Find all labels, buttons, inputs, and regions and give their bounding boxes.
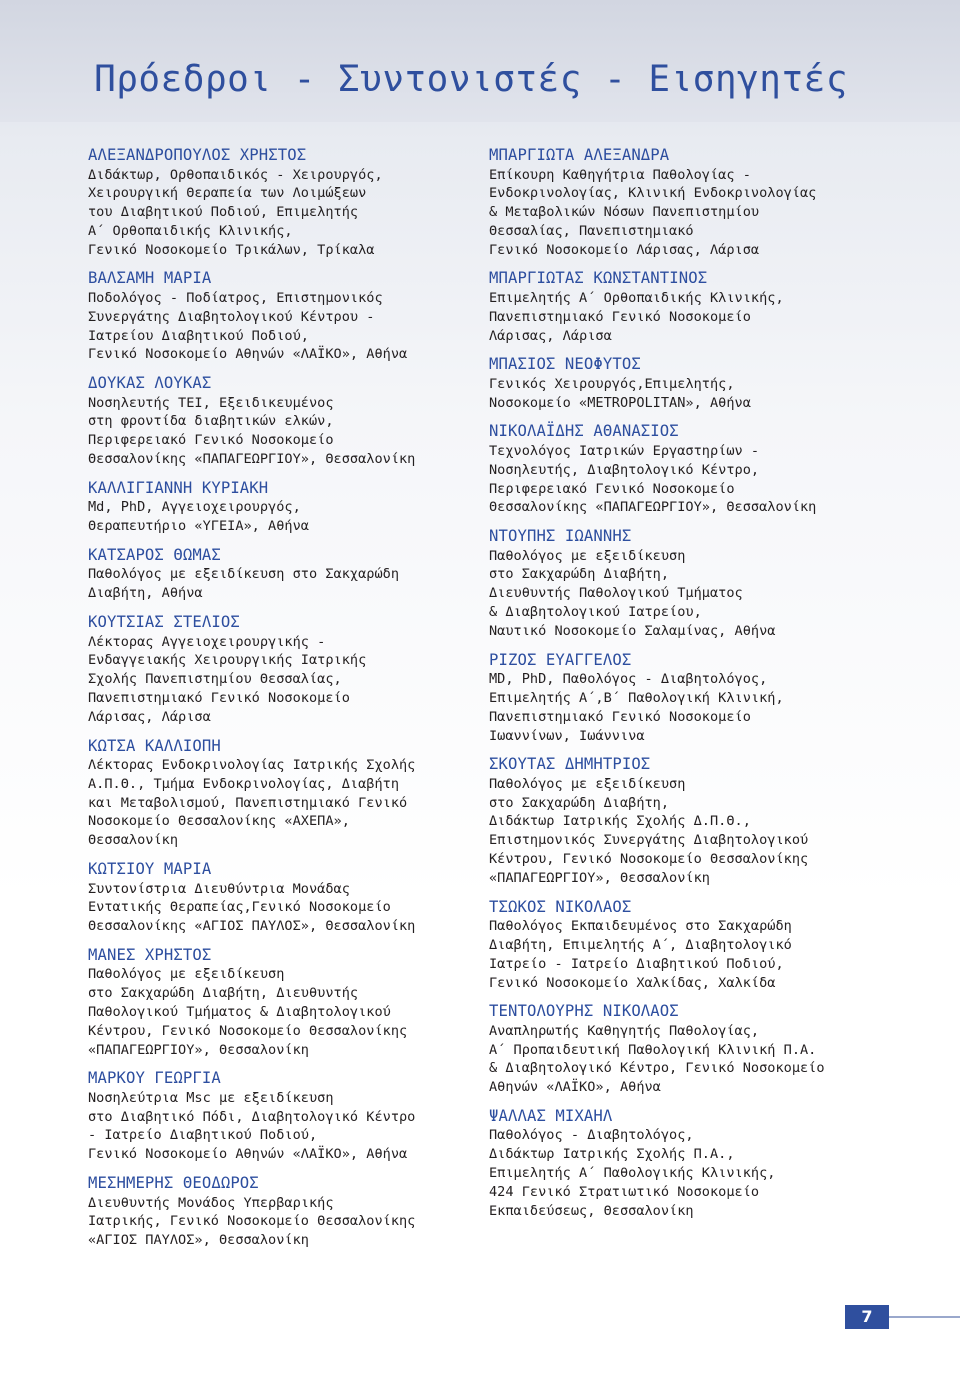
speaker-affiliation-line: Ενδαγγειακής Χειρουργικής Ιατρικής — [88, 652, 367, 669]
speaker-entry — [88, 737, 488, 850]
speaker-name: ΜΠΑΡΓΙΩΤΑ ΑΛΕΞΑΝΔΡΑ — [489, 146, 670, 164]
speaker-affiliation-line: Λάρισας, Λάρισα — [489, 327, 612, 344]
speaker-affiliation-line: Γενικός Χειρουργός,Επιμελητής, — [489, 375, 735, 392]
speaker-affiliation-line: στο Σακχαρώδη Διαβήτη, — [489, 794, 670, 811]
speaker-affiliation-line: Επιμελητής Α΄ Παθολογικής Κλινικής, — [489, 1165, 776, 1182]
speaker-affiliation-line: Θεσσαλονίκης «ΠΑΠΑΓΕΩΡΓΙΟΥ», Θεσσαλονίκη — [88, 451, 416, 468]
speaker-affiliation-line: Πανεπιστημιακό Γενικό Νοσοκομείο — [88, 689, 350, 706]
speaker-affiliation-line: Νοσηλευτής, Διαβητολογικό Κέντρο, — [489, 461, 760, 478]
speaker-affiliation-line: 424 Γενικό Στρατιωτικό Νοσοκομείο — [489, 1183, 760, 1200]
speaker-affiliation-line: «ΠΑΠΑΓΕΩΡΓΙΟΥ», Θεσσαλονίκη — [489, 869, 710, 886]
speaker-entry — [88, 479, 488, 536]
speaker-affiliation-line: στο Σακχαρώδη Διαβήτη, Διευθυντής — [88, 985, 359, 1002]
speaker-affiliation-line: Γενικό Νοσοκομείο Αθηνών «ΛΑΪΚΟ», Αθήνα — [88, 1146, 408, 1163]
speaker-affiliation-line: Γενικό Νοσοκομείο Τρικάλων, Τρίκαλα — [88, 241, 375, 258]
speaker-affiliation-line: Νοσηλεύτρια Msc με εξειδίκευση — [88, 1089, 334, 1106]
speaker-affiliation-line: Συνεργάτης Διαβητολογικού Κέντρου - — [88, 308, 375, 325]
speaker-name: ΚΩΤΣΙΟΥ ΜΑΡΙΑ — [88, 860, 212, 879]
speaker-affiliation-line: Διδάκτωρ Ιατρικής Σχολής Π.Α., — [489, 1146, 735, 1163]
speaker-affiliation-line: Ναυτικό Νοσοκομείο Σαλαμίνας, Αθήνα — [489, 622, 776, 639]
speaker-entry — [489, 146, 909, 259]
speaker-affiliation-line: Αναπληρωτής Καθηγητής Παθολογίας, — [489, 1022, 760, 1039]
speaker-entry — [88, 1174, 488, 1250]
speaker-affiliation-line: Γενικό Νοσοκομείο Λάρισας, Λάρισα — [489, 241, 760, 258]
speaker-affiliation-line: Νοσηλευτής ΤΕΙ, Εξειδικευμένος — [88, 394, 334, 411]
speaker-affiliation-line: Ιατρείου Διαβητικού Ποδιού, — [88, 327, 309, 344]
speaker-affiliation-line: Ιατρικής, Γενικό Νοσοκομείο Θεσσαλονίκης — [88, 1213, 416, 1230]
speaker-name: ΑΛΕΞΑΝΔΡΟΠΟΥΛΟΣ ΧΡΗΣΤΟΣ — [88, 146, 307, 164]
speaker-affiliation-line: Αθηνών «ΛΑΪΚΟ», Αθήνα — [489, 1079, 661, 1096]
speaker-entry — [489, 651, 909, 746]
speaker-entry — [489, 422, 909, 517]
speaker-affiliation-line: Διδάκτωρ Ιατρικής Σχολής Δ.Π.Θ., — [489, 813, 751, 830]
speaker-affiliation-line: στη φροντίδα διαβητικών ελκών, — [88, 413, 334, 430]
speaker-affiliation-line: MD, PhD, Παθολόγος - Διαβητολόγος, — [489, 671, 768, 688]
speaker-affiliation-line: Θεραπευτήριο «ΥΓΕΙΑ», Αθήνα — [88, 518, 309, 535]
speaker-affiliation-line: Παθολόγος - Διαβητολόγος, — [489, 1127, 694, 1144]
speaker-affiliation-line: Παθολόγος με εξειδίκευση στο Σακχαρώδη — [88, 566, 399, 583]
speaker-affiliation-line: Γενικό Νοσοκομείο Αθηνών «ΛΑΪΚΟ», Αθήνα — [88, 346, 408, 363]
left-column — [88, 146, 488, 1260]
speaker-affiliation-line: Γενικό Νοσοκομείο Χαλκίδας, Χαλκίδα — [489, 974, 776, 991]
right-column — [489, 146, 909, 1230]
speaker-name: ΜΑΡΚΟΥ ΓΕΩΡΓΙΑ — [88, 1069, 221, 1088]
speaker-entry — [489, 1107, 909, 1220]
speaker-entry — [88, 860, 488, 936]
speaker-name: ΚΑΤΣΑΡΟΣ ΘΩΜΑΣ — [88, 545, 221, 564]
speaker-affiliation-line: Σχολής Πανεπιστημίου Θεσσαλίας, — [88, 671, 342, 688]
speaker-affiliation-line: Ιωαννίνων, Ιωάννινα — [489, 727, 645, 744]
speaker-entry — [489, 898, 909, 993]
speaker-entry — [88, 269, 488, 364]
speaker-affiliation-line: «ΠΑΠΑΓΕΩΡΓΙΟΥ», Θεσσαλονίκη — [88, 1041, 309, 1058]
speaker-name: ΣΚΟΥΤΑΣ ΔΗΜΗΤΡΙΟΣ — [489, 755, 651, 774]
speaker-affiliation-line: Παθολόγος με εξειδίκευση — [489, 547, 686, 564]
speaker-name: ΨΑΛΛΑΣ ΜΙΧΑΗΛ — [489, 1106, 613, 1125]
speaker-affiliation-line: Εκπαιδεύσεως, Θεσσαλονίκη — [489, 1202, 694, 1219]
speaker-entry — [88, 1069, 488, 1164]
speaker-affiliation-line: Πανεπιστημιακό Γενικό Νοσοκομείο — [489, 708, 751, 725]
speaker-affiliation-line: & Διαβητολογικό Κέντρο, Γενικό Νοσοκομείο — [489, 1060, 825, 1077]
speaker-affiliation-line: Θεσσαλονίκη — [88, 832, 179, 849]
speaker-affiliation-line: & Μεταβολικών Νόσων Πανεπιστημίου — [489, 204, 760, 221]
page-title: Πρόεδροι - Συντονιστές - Εισηγητές — [94, 59, 848, 100]
speaker-affiliation-line: Περιφερειακό Γενικό Νοσοκομείο — [489, 480, 735, 497]
speaker-affiliation-line: Χειρουργική Θεραπεία των Λοιμώξεων — [88, 185, 367, 202]
speaker-name: ΒΑΛΣΑΜΗ ΜΑΡΙΑ — [88, 269, 212, 288]
speaker-name: ΝΤΟΥΠΗΣ ΙΩΑΝΝΗΣ — [489, 527, 632, 546]
speaker-affiliation-line: και Μεταβολισμού, Πανεπιστημιακό Γενικό — [88, 794, 408, 811]
speaker-affiliation-line: Κέντρου, Γενικό Νοσοκομείο Θεσσαλονίκης — [489, 851, 809, 868]
speaker-affiliation-line: - Ιατρείο Διαβητικού Ποδιού, — [88, 1127, 318, 1144]
speaker-entry — [88, 613, 488, 726]
speaker-affiliation-line: Συντονίστρια Διευθύντρια Μονάδας — [88, 880, 350, 897]
speaker-affiliation-line: Διαβήτη, Επιμελητής Α΄, Διαβητολογικό — [489, 936, 792, 953]
speaker-name: ΜΕΣΗΜΕΡΗΣ ΘΕΟΔΩΡΟΣ — [88, 1174, 259, 1193]
speaker-entry — [489, 269, 909, 345]
speaker-affiliation-line: Νοσοκομείο Θεσσαλονίκης «ΑΧΕΠΑ», — [88, 813, 350, 830]
speaker-affiliation-line: Κέντρου, Γενικό Νοσοκομείο Θεσσαλονίκης — [88, 1022, 408, 1039]
speaker-affiliation-line: του Διαβητικού Ποδιού, Επιμελητής — [88, 204, 359, 221]
speaker-entry — [489, 755, 909, 887]
speaker-affiliation-line: Επιμελητής Α΄ Ορθοπαιδικής Κλινικής, — [489, 289, 784, 306]
speaker-name: ΜΑΝΕΣ ΧΡΗΣΤΟΣ — [88, 945, 212, 964]
speaker-entry — [88, 946, 488, 1059]
speaker-affiliation-line: Ποδολόγος - Ποδίατρος, Επιστημονικός — [88, 289, 383, 306]
speaker-name: ΤΕΝΤΟΛΟΥΡΗΣ ΝΙΚΟΛΑΟΣ — [489, 1002, 679, 1021]
speaker-affiliation-line: Ενδοκρινολογίας, Κλινική Ενδοκρινολογίας — [489, 185, 817, 202]
speaker-name: ΤΣΩΚΟΣ ΝΙΚΟΛΑΟΣ — [489, 897, 632, 916]
speaker-affiliation-line: Λάρισας, Λάρισα — [88, 708, 211, 725]
page-number-rule — [889, 1316, 960, 1318]
speaker-affiliation-line: Παθολογικού Τμήματος & Διαβητολογικού — [88, 1004, 391, 1020]
speaker-name: ΔΟΥΚΑΣ ΛΟΥΚΑΣ — [88, 374, 212, 393]
speaker-affiliation-line: Περιφερειακό Γενικό Νοσοκομείο — [88, 432, 334, 449]
speaker-entry — [489, 1002, 909, 1097]
speaker-affiliation-line: Επιμελητής Α΄,Β΄ Παθολογική Κλινική, — [489, 689, 784, 706]
speaker-affiliation-line: Α΄ Προπαιδευτική Παθολογική Κλινική Π.Α. — [489, 1041, 817, 1058]
speaker-affiliation-line: Λέκτορας Ενδοκρινολογίας Ιατρικής Σχολής — [88, 757, 416, 774]
speaker-affiliation-line: Διευθυντής Μονάδος Υπερβαρικής — [88, 1194, 334, 1211]
speaker-affiliation-line: Θεσσαλίας, Πανεπιστημιακό — [489, 222, 694, 239]
speaker-affiliation-line: Διευθυντής Παθολογικού Τμήματος — [489, 585, 743, 602]
speaker-affiliation-line: Επιστημονικός Συνεργάτης Διαβητολογικού — [489, 832, 809, 849]
speaker-affiliation-line: Διδάκτωρ, Ορθοπαιδικός - Χειρουργός, — [88, 166, 383, 183]
speaker-name: ΝΙΚΟΛΑΪΔΗΣ ΑΘΑΝΑΣΙΟΣ — [489, 422, 679, 441]
speaker-affiliation-line: Θεσσαλονίκης «ΑΓΙΟΣ ΠΑΥΛΟΣ», Θεσσαλονίκη — [88, 918, 416, 935]
speaker-affiliation-line: «ΑΓΙΟΣ ΠΑΥΛΟΣ», Θεσσαλονίκη — [88, 1232, 309, 1249]
speaker-name: ΚΩΤΣΑ ΚΑΛΛΙΟΠΗ — [88, 736, 221, 755]
speaker-entry — [88, 374, 488, 469]
speaker-name: ΜΠΑΣΙΟΣ ΝΕΟΦΥΤΟΣ — [489, 355, 641, 374]
speaker-affiliation-line: στο Σακχαρώδη Διαβήτη, — [489, 566, 670, 583]
speaker-affiliation-line: Παθολόγος Εκπαιδευμένος στο Σακχαρώδη — [489, 918, 792, 935]
speaker-name: ΜΠΑΡΓΙΩΤΑΣ ΚΩΝΣΤΑΝΤΙΝΟΣ — [489, 269, 708, 288]
speaker-affiliation-line: Πανεπιστημιακό Γενικό Νοσοκομείο — [489, 308, 751, 325]
speaker-entry — [489, 355, 909, 412]
speaker-affiliation-line: Θεσσαλονίκης «ΠΑΠΑΓΕΩΡΓΙΟΥ», Θεσσαλονίκη — [489, 499, 817, 516]
speaker-affiliation-line: Α΄ Ορθοπαιδικής Κλινικής, — [88, 222, 293, 239]
speaker-name: ΚΟΥΤΣΙΑΣ ΣΤΕΛΙΟΣ — [88, 613, 240, 632]
speaker-affiliation-line: Ιατρείο - Ιατρείο Διαβητικού Ποδιού, — [489, 955, 784, 972]
speaker-affiliation-line: Εντατικής Θεραπείας,Γενικό Νοσοκομείο — [88, 899, 391, 916]
speaker-name: ΡΙΖΟΣ ΕΥΑΓΓΕΛΟΣ — [489, 650, 632, 669]
speaker-affiliation-line: Τεχνολόγος Ιατρικών Εργαστηρίων - — [489, 442, 760, 459]
speaker-affiliation-line: Επίκουρη Καθηγήτρια Παθολογίας - — [489, 166, 751, 183]
speaker-affiliation-line: Διαβήτη, Αθήνα — [88, 585, 203, 602]
speaker-entry — [88, 146, 488, 259]
speaker-entry — [88, 546, 488, 603]
speaker-affiliation-line: στο Διαβητικό Πόδι, Διαβητολογικό Κέντρο — [88, 1108, 416, 1125]
speaker-affiliation-line: Md, PhD, Αγγειοχειρουργός, — [88, 499, 301, 516]
page-number: 7 — [845, 1305, 889, 1329]
speaker-affiliation-line: Α.Π.Θ., Τμήμα Ενδοκρινολογίας, Διαβήτη — [88, 775, 399, 792]
speaker-entry — [489, 527, 909, 640]
speaker-affiliation-line: Νοσοκομείο «METROPOLITAN», Αθήνα — [489, 394, 751, 411]
speaker-affiliation-line: Λέκτορας Αγγειοχειρουργικής - — [88, 633, 326, 650]
speaker-affiliation-line: Παθολόγος με εξειδίκευση — [88, 966, 285, 983]
speaker-affiliation-line: Παθολόγος με εξειδίκευση — [489, 775, 686, 792]
speaker-affiliation-line: & Διαβητολογικού Ιατρείου, — [489, 604, 702, 621]
speaker-name: ΚΑΛΛΙΓΙΑΝΝΗ ΚΥΡΙΑΚΗ — [88, 478, 269, 497]
